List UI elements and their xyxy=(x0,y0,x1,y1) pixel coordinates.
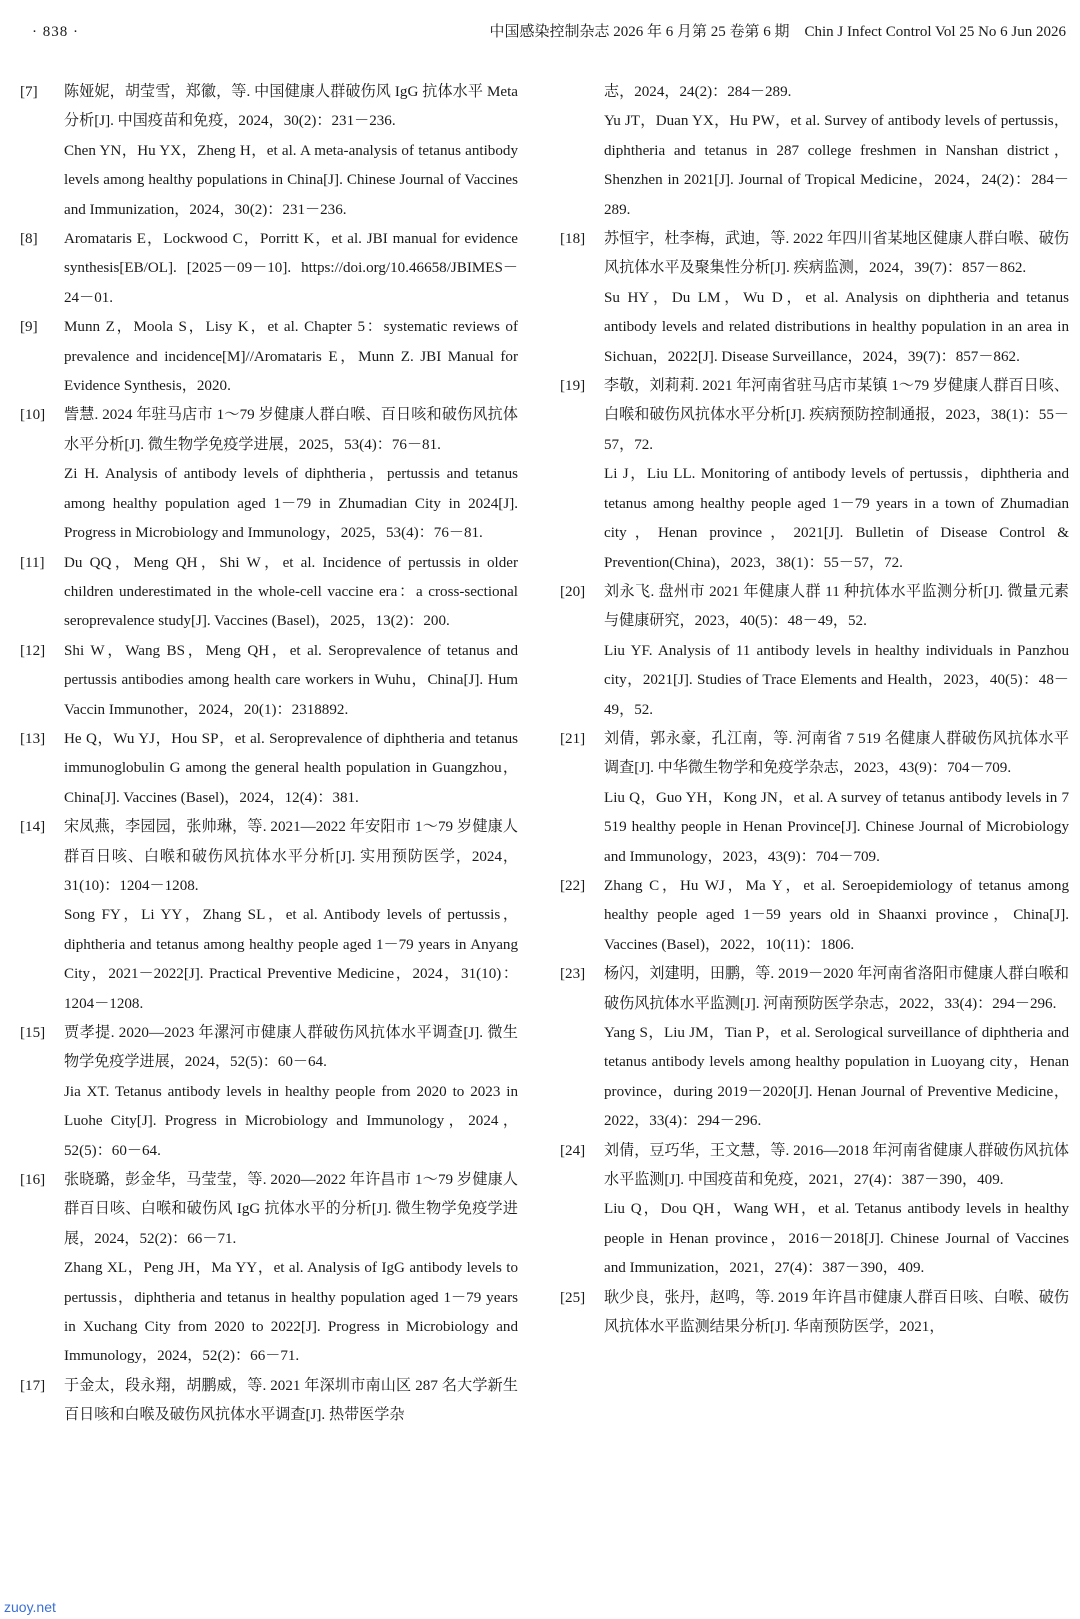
reference-item xyxy=(560,960,1069,1136)
reference-text-english: Chen YN，Hu YX，Zheng H，et al. A meta-analysis of tetanus antibody levels among healthy populations in China[J]. Chinese Journal of Vaccines and Immunization，2024，30(2)：231－236. xyxy=(64,142,518,218)
reference-item xyxy=(560,725,1069,872)
site-watermark: zuoy.net xyxy=(4,1599,56,1615)
reference-item xyxy=(20,1019,518,1166)
reference-text: 刘倩，豆巧华，王文慧，等. 2016—2018 年河南省健康人群破伤风抗体水平监测[J]. 中国疫苗和免疫，2021，27(4)：387－390，409. xyxy=(604,1142,1069,1189)
reference-text-english: Yang S，Liu JM，Tian P，et al. Serological surveillance of diphtheria and tetanus antibody levels among healthy population in Luoyang city，Henan province，during 2019－2020[J]. Henan Journal of Preventive Medicine，2022，33(4)：294－296. xyxy=(604,1025,1069,1130)
reference-item xyxy=(560,225,1069,372)
reference-item xyxy=(20,1166,518,1372)
reference-number: [10] xyxy=(20,407,46,424)
reference-text-english: Liu Q，Guo YH，Kong JN，et al. A survey of tetanus antibody levels in 7 519 healthy people in Henan Province[J]. Chinese Journal of Microbiology and Immunology，2023，43(9)：704－709. xyxy=(604,789,1069,865)
reference-continuation-en: Yu JT，Duan YX，Hu PW，et al. Survey of antibody levels of pertussis，diphtheria and tetanus in 287 college freshmen in Nanshan district，Shenzhen in 2021[J]. Journal of Tropical Medicine，2024，24(2)：284－289. xyxy=(604,113,1069,218)
reference-text-english: Liu Q，Dou QH，Wang WH，et al. Tetanus antibody levels in healthy people in Henan province，2016－2018[J]. Chinese Journal of Vaccines and Immunization，2021，27(4)：387－390，409. xyxy=(604,1201,1069,1277)
reference-text-english: Liu YF. Analysis of 11 antibody levels in healthy individuals in Panzhou city，2021[J]. Studies of Trace Elements and Health，2023，40(5)：48－49，52. xyxy=(604,642,1069,718)
reference-text: 张晓璐，彭金华，马莹莹，等. 2020—2022 年许昌市 1～79 岁健康人群百日咳、白喉和破伤风 IgG 抗体水平的分析[J]. 微生物学免疫学进展，2024，52(2)：66－71. xyxy=(64,1172,518,1247)
page-number: · 838 · xyxy=(32,24,79,40)
reference-item xyxy=(560,578,1069,725)
reference-item xyxy=(20,225,518,313)
reference-text: 刘永飞. 盘州市 2021 年健康人群 11 种抗体水平监测分析[J]. 微量元素与健康研究，2023，40(5)：48－49，52. xyxy=(604,583,1069,630)
reference-text: Munn Z，Moola S，Lisy K，et al. Chapter 5：systematic reviews of prevalence and incidence[M]//Aromataris E，Munn Z. JBI Manual for Evidence Synthesis，2020. xyxy=(64,319,518,395)
reference-text: 贾孝提. 2020—2023 年漯河市健康人群破伤风抗体水平调查[J]. 微生物学免疫学进展，2024，52(5)：60－64. xyxy=(64,1025,518,1071)
reference-text: Du QQ，Meng QH，Shi W，et al. Incidence of pertussis in older children underestimated in the whole-cell vaccine era：a cross-sectional seroprevalence study[J]. Vaccines (Basel)，2025，13(2)：200. xyxy=(64,554,518,630)
reference-item xyxy=(20,78,518,225)
reference-text-english: Jia XT. Tetanus antibody levels in healthy people from 2020 to 2023 in Luohe City[J]. Progress in Microbiology and Immunology，2024，52(5)：60－64. xyxy=(64,1083,518,1159)
reference-text: 刘倩，郭永豪，孔江南，等. 河南省 7 519 名健康人群破伤风抗体水平调查[J]. 中华微生物学和免疫学杂志，2023，43(9)：704－709. xyxy=(604,730,1069,777)
journal-running-title: 中国感染控制杂志 2026 年 6 月第 25 卷第 6 期 Chin J Infect Control Vol 25 No 6 Jun 2026 xyxy=(489,24,1066,40)
reference-item xyxy=(20,313,518,401)
reference-item xyxy=(20,725,518,813)
reference-number: [15] xyxy=(20,1025,46,1041)
reference-item xyxy=(20,637,518,725)
reference-number: [17] xyxy=(20,1377,46,1394)
reference-number: [16] xyxy=(20,1172,46,1189)
reference-text: 耿少良，张丹，赵鸣，等. 2019 年许昌市健康人群百日咳、白喉、破伤风抗体水平监测结果分析[J]. 华南预防医学，2021， xyxy=(604,1289,1069,1336)
reference-text: 苏恒宇，杜李梅，武迪，等. 2022 年四川省某地区健康人群白喉、破伤风抗体水平及聚集性分析[J]. 疾病监测，2024，39(7)：857－862. xyxy=(604,231,1069,277)
reference-text: Zhang C，Hu WJ，Ma Y，et al. Seroepidemiology of tetanus among healthy people aged 1－59 years old in Shaanxi province，China[J]. Vaccines (Basel)，2022，10(11)：1806. xyxy=(604,877,1069,953)
reference-item xyxy=(20,549,518,637)
reference-number: [25] xyxy=(560,1289,586,1306)
reference-number: [21] xyxy=(560,730,586,747)
reference-number: [23] xyxy=(560,966,586,983)
reference-number: [20] xyxy=(560,583,586,600)
reference-number: [14] xyxy=(20,819,46,836)
reference-number: [18] xyxy=(560,231,586,248)
reference-number: [12] xyxy=(20,642,46,659)
page-header xyxy=(22,18,1066,46)
reference-text-english: Zi H. Analysis of antibody levels of diphtheria，pertussis and tetanus among healthy population aged 1－79 in Zhumadian City in 2024[J]. Progress in Microbiology and Immunology，2025，53(4)：76－81. xyxy=(64,466,518,542)
reference-text: 陈娅妮，胡莹雪，郑徽，等. 中国健康人群破伤风 IgG 抗体水平 Meta 分析[J]. 中国疫苗和免疫，2024，30(2)：231－236. xyxy=(64,84,518,130)
reference-text-english: Su HY，Du LM，Wu D，et al. Analysis on diphtheria and tetanus antibody levels and related distributions in healthy population in an area in Sichuan，2022[J]. Disease Surveillance，2024，39(7)：857－862. xyxy=(604,289,1069,365)
reference-item xyxy=(560,872,1069,960)
reference-item xyxy=(20,401,518,548)
reference-number: [22] xyxy=(560,877,586,894)
reference-text: Aromataris E，Lockwood C，Porritt K，et al. JBI manual for evidence synthesis[EB/OL]. [2025－09－10]. https://doi.org/10.46658/JBIMES－24－01. xyxy=(64,231,518,306)
reference-number: [19] xyxy=(560,378,586,395)
reference-item xyxy=(560,1284,1069,1343)
reference-number: [13] xyxy=(20,730,46,747)
reference-number: [9] xyxy=(20,319,38,336)
left-column-references xyxy=(20,78,518,1431)
reference-item xyxy=(20,813,518,1019)
reference-text: 于金太，段永翔，胡鹏威，等. 2021 年深圳市南山区 287 名大学新生百日咳和白喉及破伤风抗体水平调查[J]. 热带医学杂 xyxy=(64,1377,518,1424)
reference-item xyxy=(560,1137,1069,1284)
right-column-references xyxy=(560,78,1069,1342)
reference-number: [24] xyxy=(560,1142,586,1159)
reference-item xyxy=(20,1372,518,1431)
reference-continuation-cn: 志，2024，24(2)：284－289. xyxy=(604,84,792,100)
reference-text: He Q，Wu YJ，Hou SP，et al. Seroprevalence of diphtheria and tetanus immunoglobulin G among the general health population in Guangzhou，China[J]. Vaccines (Basel)，2024，12(4)：381. xyxy=(64,730,518,806)
reference-text-english: Li J，Liu LL. Monitoring of antibody levels of pertussis，diphtheria and tetanus among healthy people aged 1－79 years in a town of Zhumadian city，Henan province，2021[J]. Bulletin of Disease Control & Prevention(China)，2023，38(1)：55－57，72. xyxy=(604,466,1069,571)
reference-text: 杨闪，刘建明，田鹏，等. 2019－2020 年河南省洛阳市健康人群白喉和破伤风抗体水平监测[J]. 河南预防医学杂志，2022，33(4)：294－296. xyxy=(604,966,1069,1012)
reference-text-english: Zhang XL，Peng JH，Ma YY，et al. Analysis of IgG antibody levels to pertussis，diphtheria and tetanus in healthy population aged 1－79 years in Xuchang City from 2020 to 2022[J]. Progress in Microbiology and Immunology，2024，52(2)：66－71. xyxy=(64,1260,518,1365)
reference-text-english: Song FY，Li YY，Zhang SL，et al. Antibody levels of pertussis，diphtheria and tetanus among healthy people aged 1－79 years in Anyang City，2021－2022[J]. Practical Preventive Medicine，2024，31(10)：1204－1208. xyxy=(64,907,518,1012)
reference-text: 宋凤燕，李园园，张帅琳，等. 2021—2022 年安阳市 1～79 岁健康人群百日咳、白喉和破伤风抗体水平分析[J]. 实用预防医学，2024，31(10)：1204－1208. xyxy=(64,819,518,894)
reference-text: 訾慧. 2024 年驻马店市 1～79 岁健康人群白喉、百日咳和破伤风抗体水平分析[J]. 微生物学免疫学进展，2025，53(4)：76－81. xyxy=(64,407,518,453)
reference-item xyxy=(560,372,1069,578)
reference-number: [11] xyxy=(20,554,45,571)
reference-number: [7] xyxy=(20,84,38,100)
reference-text: 李敬，刘莉莉. 2021 年河南省驻马店市某镇 1～79 岁健康人群百日咳、白喉和破伤风抗体水平分析[J]. 疾病预防控制通报，2023，38(1)：55－57，72. xyxy=(604,378,1069,453)
reference-number: [8] xyxy=(20,231,38,248)
reference-text: Shi W，Wang BS，Meng QH，et al. Seroprevalence of tetanus and pertussis antibodies among health care workers in Wuhu，China[J]. Hum Vaccin Immunother，2024，20(1)：2318892. xyxy=(64,642,518,718)
